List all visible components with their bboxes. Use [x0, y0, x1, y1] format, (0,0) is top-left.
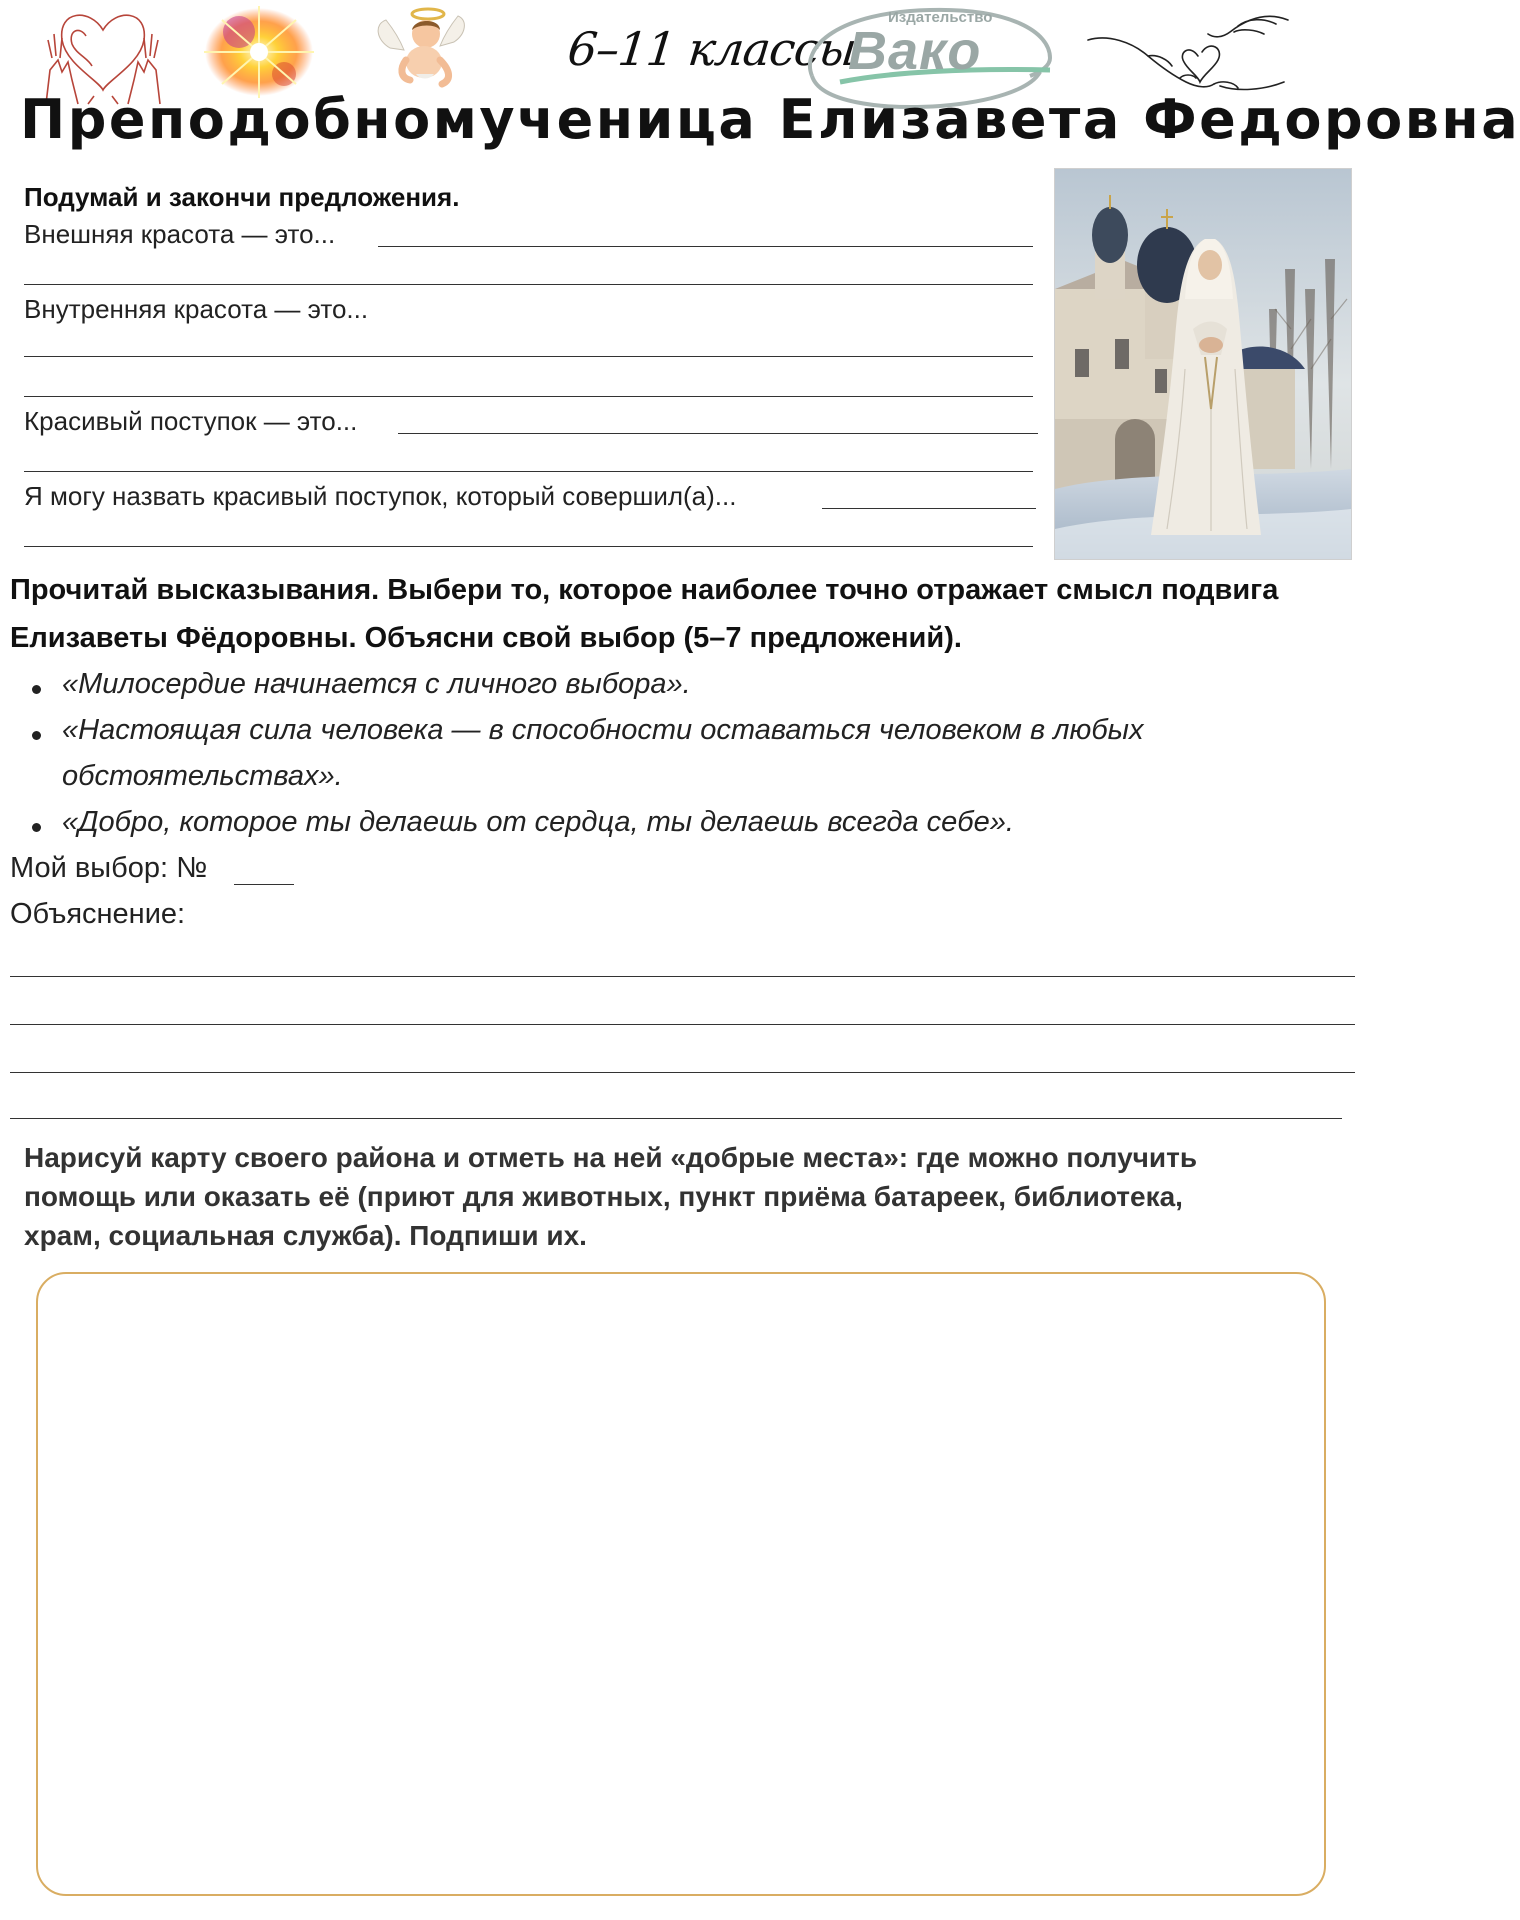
prompt-my-deed: Я могу назвать красивый поступок, который совершил(а)... — [24, 481, 737, 511]
saint-elizabeth-painting — [1054, 168, 1352, 560]
answer-line[interactable] — [24, 546, 1033, 547]
explanation-line[interactable] — [10, 1118, 1342, 1119]
section3-heading-line2: помощь или оказать её (приют для животных, пункт приёма батареек, библиотека, — [24, 1181, 1183, 1212]
quote-1: «Милосердие начинается с личного выбора». — [62, 668, 691, 700]
prompt-beautiful-deed: Красивый поступок — это... — [24, 406, 358, 436]
explanation-line[interactable] — [10, 976, 1355, 977]
bullet-icon — [32, 823, 41, 832]
publisher-caption: Издательство — [888, 9, 993, 26]
map-drawing-area[interactable] — [36, 1272, 1326, 1896]
answer-line[interactable] — [24, 356, 1033, 357]
quote-2-continued: обстоятельствах». — [62, 760, 343, 792]
section3-heading-line1: Нарисуй карту своего района и отметь на ней «добрые места»: где можно получить — [24, 1142, 1198, 1173]
answer-line[interactable] — [822, 508, 1036, 509]
section2-heading-line2: Елизаветы Фёдоровны. Объясни свой выбор (5–7 предложений). — [10, 622, 962, 654]
explanation-line[interactable] — [10, 1024, 1355, 1025]
quote-3: «Добро, которое ты делаешь от сердца, ты делаешь всегда себе». — [62, 806, 1014, 838]
radiant-star-icon — [194, 2, 324, 102]
explanation-line[interactable] — [10, 1072, 1355, 1073]
explanation-label: Объяснение: — [10, 898, 186, 930]
grade-label: 6–11 классы — [565, 22, 859, 76]
quote-2: «Настоящая сила человека — в способности оставаться человеком в любых — [62, 714, 1144, 746]
answer-line[interactable] — [398, 433, 1038, 434]
answer-line[interactable] — [378, 246, 1033, 247]
answer-line[interactable] — [24, 284, 1033, 285]
choice-answer-line[interactable] — [234, 884, 294, 885]
section3-heading-line3: храм, социальная служба). Подпиши их. — [24, 1220, 587, 1251]
bullet-icon — [32, 731, 41, 740]
section2-heading-line1: Прочитай высказывания. Выбери то, которое наиболее точно отражает смысл подвига — [10, 574, 1279, 606]
publisher-name: Вако — [848, 21, 982, 81]
section1-heading: Подумай и закончи предложения. — [24, 182, 460, 212]
angel-icon — [370, 0, 470, 96]
prompt-outer-beauty: Внешняя красота — это... — [24, 219, 336, 249]
bullet-icon — [32, 685, 41, 694]
prompt-inner-beauty: Внутренняя красота — это... — [24, 294, 369, 324]
answer-line[interactable] — [24, 396, 1033, 397]
page-title: Преподобномученица Елизавета Федоровна — [20, 88, 1520, 151]
choice-label: Мой выбор: № — [10, 852, 208, 884]
answer-line[interactable] — [24, 471, 1033, 472]
